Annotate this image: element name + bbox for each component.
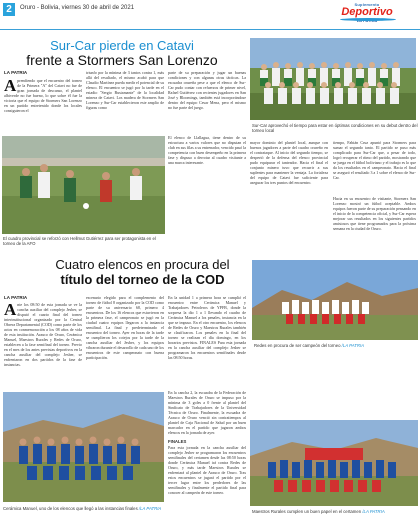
story1-headline-line2: frente a Stormers San Lorenzo (26, 52, 218, 68)
story1-col5: mayor dominio del plantel local, aunque con buenos jugadores a parte del cuadro orureño en el contrataque. Al inicio del segundo tiempo, se despertó de la defensa del elenco provincial pudo equiparar el tanteador. Hacia el final el conjunto minero tuvo que recurrir a sus suplentes para mantener la ventaja. La fortaleza del equipo de Catavi fue suficiente para asegurar los tres puntos del encuentro. (250, 140, 328, 185)
photo1-caption: Sur-Car aprovechó el tiempo para estar en óptimas condiciones en su debut dentro del torneo local (252, 123, 418, 133)
photo4-caption-text: Cerámica Manuel, uno de los elencos que llegó a las instancias finales (3, 506, 138, 511)
story2-col5 (168, 437, 246, 519)
photo-ceramica-manuel (3, 392, 164, 502)
story1-col7: Hacia en su encuentro de visitante, Stormers San Lorenzo mostró un fútbol aceptable. Ambos equipos fueron parte de su preparación pensando en el inicio de la competencia oficial, y Sur-Car espera mejorar sus resultados en los siguientes partidos amistosos que tiene programados para la próxima semana en la ciudad de Oruro. (333, 196, 416, 231)
brand-logo (332, 2, 402, 26)
story2-section: LA PATRIA (4, 295, 28, 300)
story2-headline-line2: título del torneo de la COD (60, 272, 225, 287)
story2-headline-line1: Cuatro elencos en procura del (55, 257, 230, 272)
dateline: Oruro - Bolivia, viernes 30 de abril de 2021 (20, 5, 135, 11)
story2-dropcap: A (4, 302, 17, 319)
photo4-credit: /LA PATRIA (138, 506, 162, 511)
photo5-caption (252, 509, 418, 514)
story2-col1-text: nte los 08:50 de esta jornada se ve la cancha auxiliar del complejo Jesber, se disputó el cuarto final del torneo interinstitucional organizado por la Central Obrera Departamental (COD) como parte de los actos en conmemoración a los 08 años de vida de esta institución. Arauco de Oruro, Cerámica Manuel, Maestros Rurales y Redes de Oruro, establecen a la fase semifinal del torneo. Previo en el mes de los antes previstas deportivos en la cancha auxiliar del complejo Jesber, se enfrentaron en dos partidos de la fase de instancias. (4, 302, 82, 367)
photo-team-surcar (250, 38, 416, 120)
story2-col5-text: Para esta jornada en la cancha auxiliar del complejo Jesber se programaron los encuentros semifinales del certamen desde las 08:50 horas donde Cerámica Manuel irá contra Redes de Oruro, y más tarde Maestros Rurales se enfrentará al plantel de Arauco de Oruro. Tras estos encuentros se jugará el partido por el tercer lugar entre los perdedores de las semifinales y finalmente el partido final para conocer al campeón de este torneo. (168, 445, 246, 495)
photo5-credit: /LA PATRIA (362, 509, 385, 514)
page-number: 2 (3, 3, 15, 16)
brand-swoosh (340, 18, 396, 21)
photo-redes-team (252, 260, 418, 340)
brand-main-text: Deportivo (341, 6, 393, 18)
story1-dropcap: A (4, 78, 17, 95)
story1-col3: parte de su preparación y jugar un buenas condiciones y con algunas otras tácticas. La escuadra orureña pese a que el elenco de Sur-Car pudo contar con refuerzos de primer nivel, Rafael Gutiérrez con recientes jugadores en San José y Bloomings, también está incorporándose dentro del equipo Cesar Mena, pero el mismo no fue parte del juego. (168, 70, 246, 110)
story1-section: LA PATRIA (4, 70, 28, 75)
story1-col1 (4, 78, 82, 133)
photo2-caption: El cuadro provincial se reforzó con Hellmut Gutiérrez para ser protagonista en el torneo de la AFO (3, 236, 156, 246)
photo4-caption (3, 506, 163, 511)
story2-col4: En la cancha 2, la escuadra de la Federación de Maestros Rurales de Oruro se impuso por la mínima de 3 goles a 0 frente al plantel del Sindicato de Trabajadores de la Universidad Técnica de Oruro. Finalmente, la escuadra de Arauco de Oruro venció sin contratiempos al plantel de Caja Nacional de Salud por un buen marcador en el partido que jugaron ambos elencos en la jornada de ayer. (168, 390, 246, 435)
photo3-credit: /LA PATRIA (341, 343, 365, 348)
photo-maestros-rurales (250, 420, 418, 506)
photo-match-action (2, 136, 165, 234)
story1-headline-line1: Sur-Car pierde en Catavi (50, 38, 194, 53)
story2-col3: En la unidad 1 a primera hora se cumplió el encuentro entre Cerámica Manuel y Trabajadores Petroleros de YPFB, donde la sorpresa la dio 1 a 1 llevando el cuadro de Cerámica Manuel a los penales, instancia en la que se impuso. En el otro encuentro, los elencos de Redes de Oruro y Maestros Rurales también se clasificaron. Los penales en la final del torneo se realizan el día domingo, en los horarios previstos. FINALES Para esta jornada en la cancha auxiliar del complejo Jesber se programaron los encuentros semifinales desde las 08:50 horas. (168, 295, 246, 360)
story1-col4: El elenco de Llallagua, tiene dentro de su estructura a varios valores que no disputan el club en sus filas a su entrenador, vencido pasó la competencia con buen desempeño en la primera fase y dispuso a derrotar al cuadro visitante a una marca interesante. (168, 135, 246, 165)
brand-top-text: Suplemento (354, 2, 380, 7)
photo3-caption (254, 343, 420, 348)
page-header (0, 0, 420, 30)
story1-headline (0, 38, 244, 68)
story1-col2: triunfo por la mínima de 3 tantos contra 1, más allá del resultado, el mismo acabó para que Claudio Martínez pueda medir el potencial de su elenco. El encuentro se jugó por la tarde en el estadio "Sergio Bustamante" de la localidad minera de Catavi. Los madera de Stormers San Lorenzo y Sur-Car establecieron este amplio de figuras como (86, 70, 164, 110)
story2-headline (30, 257, 255, 287)
story1-col1-text: prendiendo que el encuentro del torneo de la Primera "A" del Catavi no fue de gran jornada de descanso, el plantel albiverde no fue bueno, lo que sobre él fue la victoria que el equipo de Stormers San Lorenzo en un partido entretenido donde los locales consiguieron el (4, 78, 82, 113)
story2-col2: escenario elegido para el complemento del torneo de fútbol 8 organizado por la COD como parte de su aniversario 68, primero 4 encuentros. De los 16 elencos que estuvieron en la primera fase, el campeonato se jugó en la ciudad cuatro equipos llegaron a la instancia semifinal. La final y predeterminado el encuentro del torneo. Ayer en horas de la tarde se cumplieron los cotejos por la tarde de la cancha auxiliar del Jesber, y los equipos vibraron durante el desarrollo de cada uno de los encuentros de este campeonato con buena participación. (86, 295, 164, 360)
story2-subhead: FINALES (168, 439, 187, 444)
photo5-caption-text: Maestros Rurales cumplen un buen papel en el certamen (252, 509, 362, 514)
story1-col6: tiempo, Fabián Cruz apuntó para Stormers para sumar el segundo tanto. El partido se puso más complicado para Sur-Car que, a pesar de todo, logró recuperar el ritmo del partido, mostrando que se juega en el fútbol boliviano y el trabajo es lo que da los resultados en el campeonato. Hacia el final se aseguró el resultado 3 a 1 sobre el elenco de Sur-Car. (333, 140, 416, 180)
photo3-caption-text: Redes en procura de ser campeón del torneo (254, 343, 341, 348)
story2-col1 (4, 302, 82, 387)
